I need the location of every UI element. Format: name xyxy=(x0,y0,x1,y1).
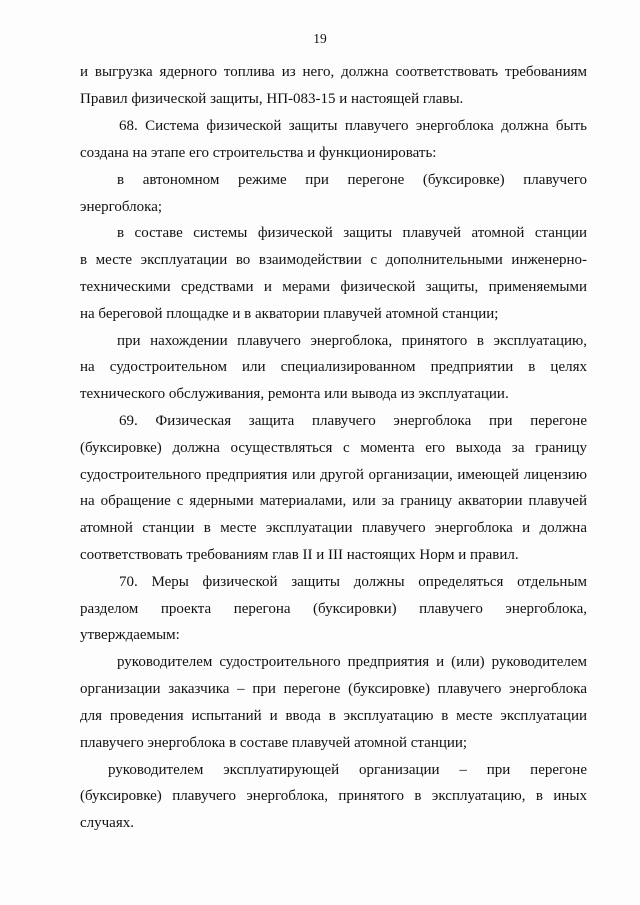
text-line: руководителем эксплуатирующей организации – при перегоне xyxy=(108,762,587,778)
text-line: судостроительного предприятия или другой организации, имеющей лицензию xyxy=(80,467,587,483)
text-line: (буксировке) плавучего энергоблока, принятого в эксплуатацию, в иных xyxy=(80,788,587,804)
text-line: для проведения испытаний и ввода в эксплуатацию в месте эксплуатации xyxy=(80,708,587,724)
text-line: в автономном режиме при перегоне (буксировке) плавучего xyxy=(117,172,587,188)
text-line: при нахождении плавучего энергоблока, принятого в эксплуатацию, xyxy=(117,333,587,349)
text-line: на судостроительном или специализированном предприятии в целях xyxy=(80,359,587,375)
text-line: Правил физической защиты, НП-083-15 и настоящей главы. xyxy=(80,91,464,107)
text-line: в месте эксплуатации во взаимодействии с дополнительными инженерно- xyxy=(80,252,587,268)
paragraph-69-line: 69. Физическая защита плавучего энергоблока при перегоне xyxy=(119,413,587,429)
text-line: на береговой площадке и в акватории плавучей атомной станции; xyxy=(80,306,499,322)
text-line: утверждаемым: xyxy=(80,627,180,643)
text-line: технического обслуживания, ремонта или вывода из эксплуатации. xyxy=(80,386,509,402)
text-line: атомной станции в месте эксплуатации плавучего энергоблока и должна xyxy=(80,520,587,536)
text-line: создана на этапе его строительства и функционировать: xyxy=(80,145,437,161)
text-line: (буксировке) должна осуществляться с момента его выхода за границу xyxy=(80,440,587,456)
text-line: плавучего энергоблока в составе плавучей атомной станции; xyxy=(80,735,468,751)
paragraph-70-line: 70. Меры физической защиты должны определяться отдельным xyxy=(119,574,587,590)
text-line: соответствовать требованиям глав II и III настоящих Норм и правил. xyxy=(80,547,519,563)
paragraph-68-line: 68. Система физической защиты плавучего энергоблока должна быть xyxy=(119,118,587,134)
text-line: энергоблока; xyxy=(80,199,163,215)
text-line: техническими средствами и мерами физической защиты, применяемыми xyxy=(80,279,587,295)
text-line: руководителем судостроительного предприятия и (или) руководителем xyxy=(117,654,587,670)
text-line: случаях. xyxy=(80,815,134,831)
text-line: в составе системы физической защиты плавучей атомной станции xyxy=(117,225,587,241)
page-number: 19 xyxy=(313,31,327,46)
text-line: на обращение с ядерными материалами, или за границу акватории плавучей xyxy=(80,493,587,509)
text-line: разделом проекта перегона (буксировки) плавучего энергоблока, xyxy=(80,601,587,617)
text-line: организации заказчика – при перегоне (буксировке) плавучего энергоблока xyxy=(80,681,587,697)
text-line: и выгрузка ядерного топлива из него, должна соответствовать требованиям xyxy=(80,64,587,80)
